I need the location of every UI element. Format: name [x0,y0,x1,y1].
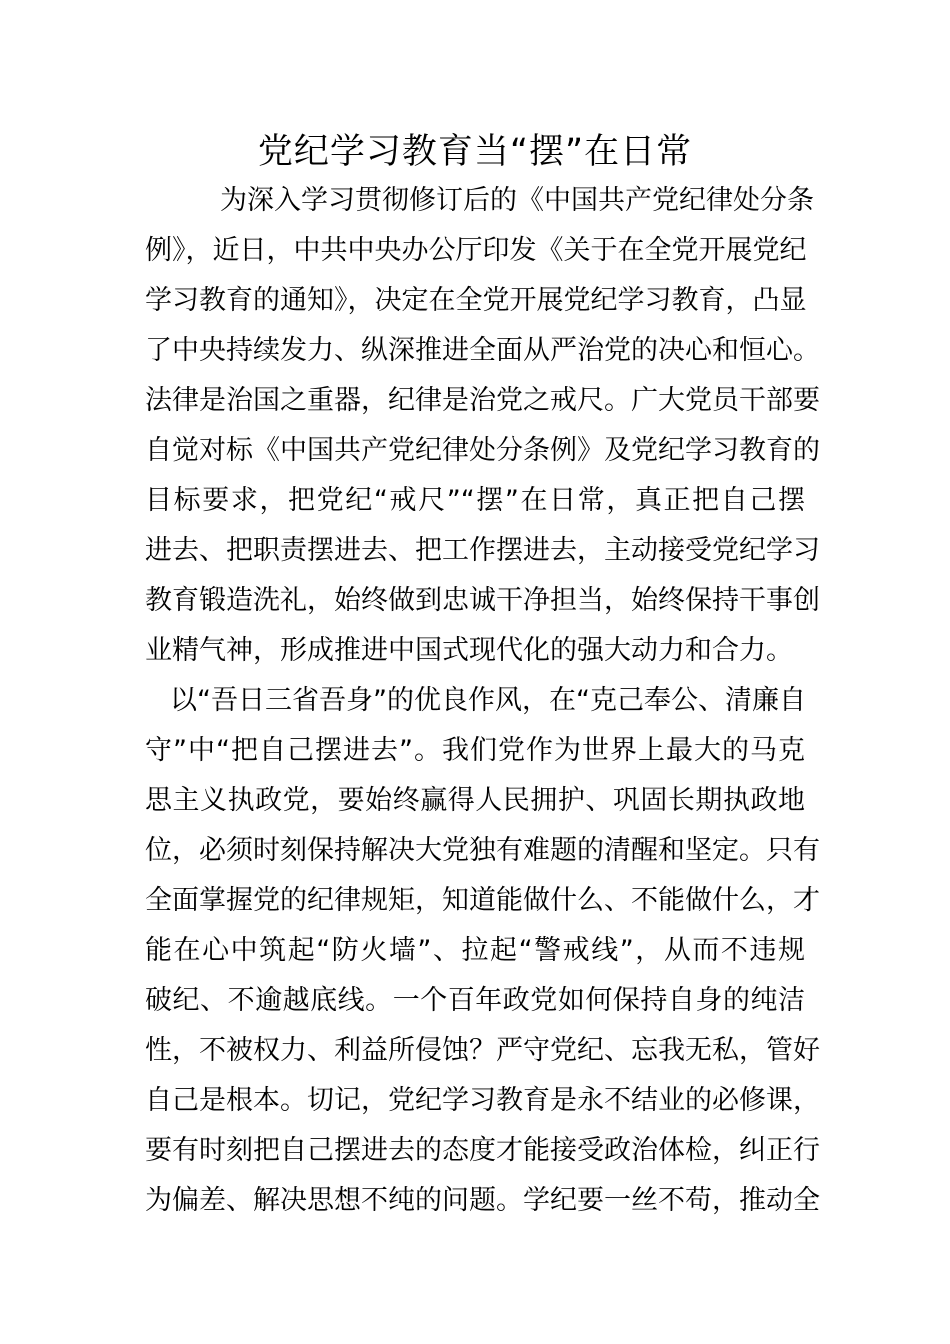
text-line: 守”中“把自己摆进去”。我们党作为世界上最大的马克 [145,735,805,766]
text-line: 为深入学习贯彻修订后的《中国共产党纪律处分条 [220,185,814,216]
text-line: 目标要求，把党纪“戒尺”“摆”在日常，真正把自己摆 [145,485,805,516]
text-line: 学习教育的通知》，决定在全党开展党纪学习教育，凸显 [145,285,807,316]
text-line: 进去、把职责摆进去、把工作摆进去，主动接受党纪学习 [145,535,820,566]
text-line: 要有时刻把自己摆进去的态度才能接受政治体检，纠正行 [145,1135,820,1166]
text-line: 了中央持续发力、纵深推进全面从严治党的决心和恒心。 [145,335,820,366]
text-line: 业精气神，形成推进中国式现代化的强大动力和合力。 [145,635,793,666]
text-line: 位，必须时刻保持解决大党独有难题的清醒和坚定。只有 [145,835,820,866]
document-title: 党纪学习教育当“摆”在日常 [257,132,693,172]
text-line: 破纪、不逾越底线。一个百年政党如何保持自身的纯洁 [145,985,805,1016]
text-line: 能在心中筑起“防火墙”、拉起“警戒线”，从而不违规 [145,935,805,966]
text-line: 全面掌握党的纪律规矩，知道能做什么、不能做什么，才 [145,885,820,916]
text-line: 为偏差、解决思想不纯的问题。学纪要一丝不苟，推动全 [145,1185,820,1216]
text-line: 以“吾日三省吾身”的优良作风，在“克己奉公、清廉自 [170,685,806,716]
text-line: 例》，近日，中共中央办公厅印发《关于在全党开展党纪 [145,235,807,266]
text-line: 性，不被权力、利益所侵蚀？严守党纪、忘我无私，管好 [145,1035,820,1066]
text-line: 思主义执政党，要始终赢得人民拥护、巩固长期执政地 [145,785,805,816]
text-line: 教育锻造洗礼，始终做到忠诚干净担当，始终保持干事创 [145,585,820,616]
text-line: 自觉对标《中国共产党纪律处分条例》及党纪学习教育的 [145,435,820,466]
text-line: 法律是治国之重器，纪律是治党之戒尺。广大党员干部要 [145,385,820,416]
text-line: 自己是根本。切记，党纪学习教育是永不结业的必修课， [145,1085,820,1116]
